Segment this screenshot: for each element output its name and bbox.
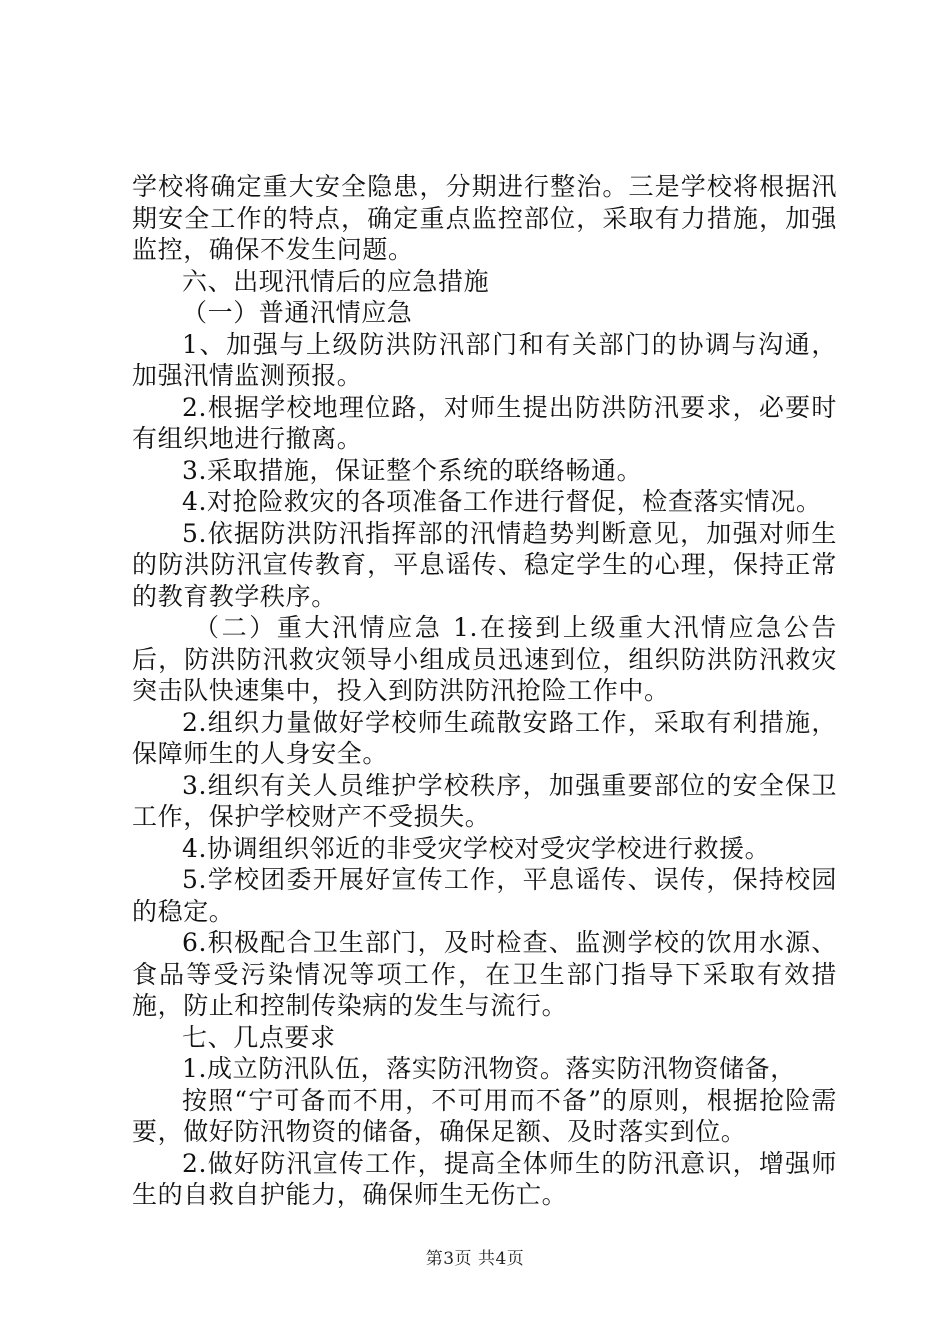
- paragraph-item: 1.成立防汛队伍，落实防汛物资。落实防汛物资储备，: [182, 1054, 796, 1083]
- page-number-footer: 第3页 共4页: [425, 1249, 525, 1269]
- paragraph-item: 5.依据防洪防汛指挥部的汛情趋势判断意见，加强对师生的防洪防汛宣传教育，平息谣传、稳定学生的心理，保持正常的教育教学秩序。: [132, 518, 837, 611]
- paragraph-item: 1、加强与上级防洪防汛部门和有关部门的协调与沟通，加强汛情监测预报。: [132, 329, 837, 390]
- subsection-heading-major-flood: （二）重大汛情应急 1.在接到上级重大汛情应急公告后，防洪防汛救灾领导小组成员迅速到位，组织防洪防汛救灾突击队快速集中，投入到防洪防汛抢险工作中。: [132, 613, 837, 705]
- paragraph-continuation: 学校将确定重大安全隐患，分期进行整治。三是学校将根据汛期安全工作的特点，确定重点监控部位，采取有力措施，加强监控，确保不发生问题。: [132, 172, 837, 264]
- paragraph-item: 2.根据学校地理位路，对师生提出防洪防汛要求，必要时有组织地进行撤离。: [132, 392, 837, 453]
- paragraph-item: 4.对抢险救灾的各项准备工作进行督促，检查落实情况。: [182, 487, 822, 516]
- paragraph-item: 3.组织有关人员维护学校秩序，加强重要部位的安全保卫工作，保护学校财产不受损失。: [132, 770, 837, 831]
- subsection-heading-normal-flood: （一）普通汛情应急: [182, 298, 413, 327]
- paragraph-item: 3.采取措施，保证整个系统的联络畅通。: [182, 455, 643, 485]
- section-heading-emergency-measures: 六、出现汛情后的应急措施: [182, 266, 490, 296]
- paragraph-item: 2.做好防汛宣传工作，提高全体师生的防汛意识，增强师生的自救自护能力，确保师生无伤亡。: [132, 1148, 837, 1209]
- paragraph-item: 2.组织力量做好学校师生疏散安路工作，采取有利措施，保障师生的人身安全。: [132, 707, 837, 768]
- section-heading-requirements: 七、几点要求: [182, 1022, 336, 1052]
- document-body: [132, 171, 837, 1211]
- paragraph-item: 4.协调组织邻近的非受灾学校对受灾学校进行救援。: [182, 833, 771, 863]
- paragraph-item: 按照“宁可备而不用，不可用而不备”的原则，根据抢险需要，做好防汛物资的储备，确保足额、及时落实到位。: [132, 1085, 837, 1146]
- paragraph-item: 5.学校团委开展好宣传工作，平息谣传、误传，保持校园的稳定。: [132, 865, 837, 926]
- paragraph-item: 6.积极配合卫生部门，及时检查、监测学校的饮用水源、食品等受污染情况等项工作，在卫生部门指导下采取有效措施，防止和控制传染病的发生与流行。: [132, 928, 837, 1020]
